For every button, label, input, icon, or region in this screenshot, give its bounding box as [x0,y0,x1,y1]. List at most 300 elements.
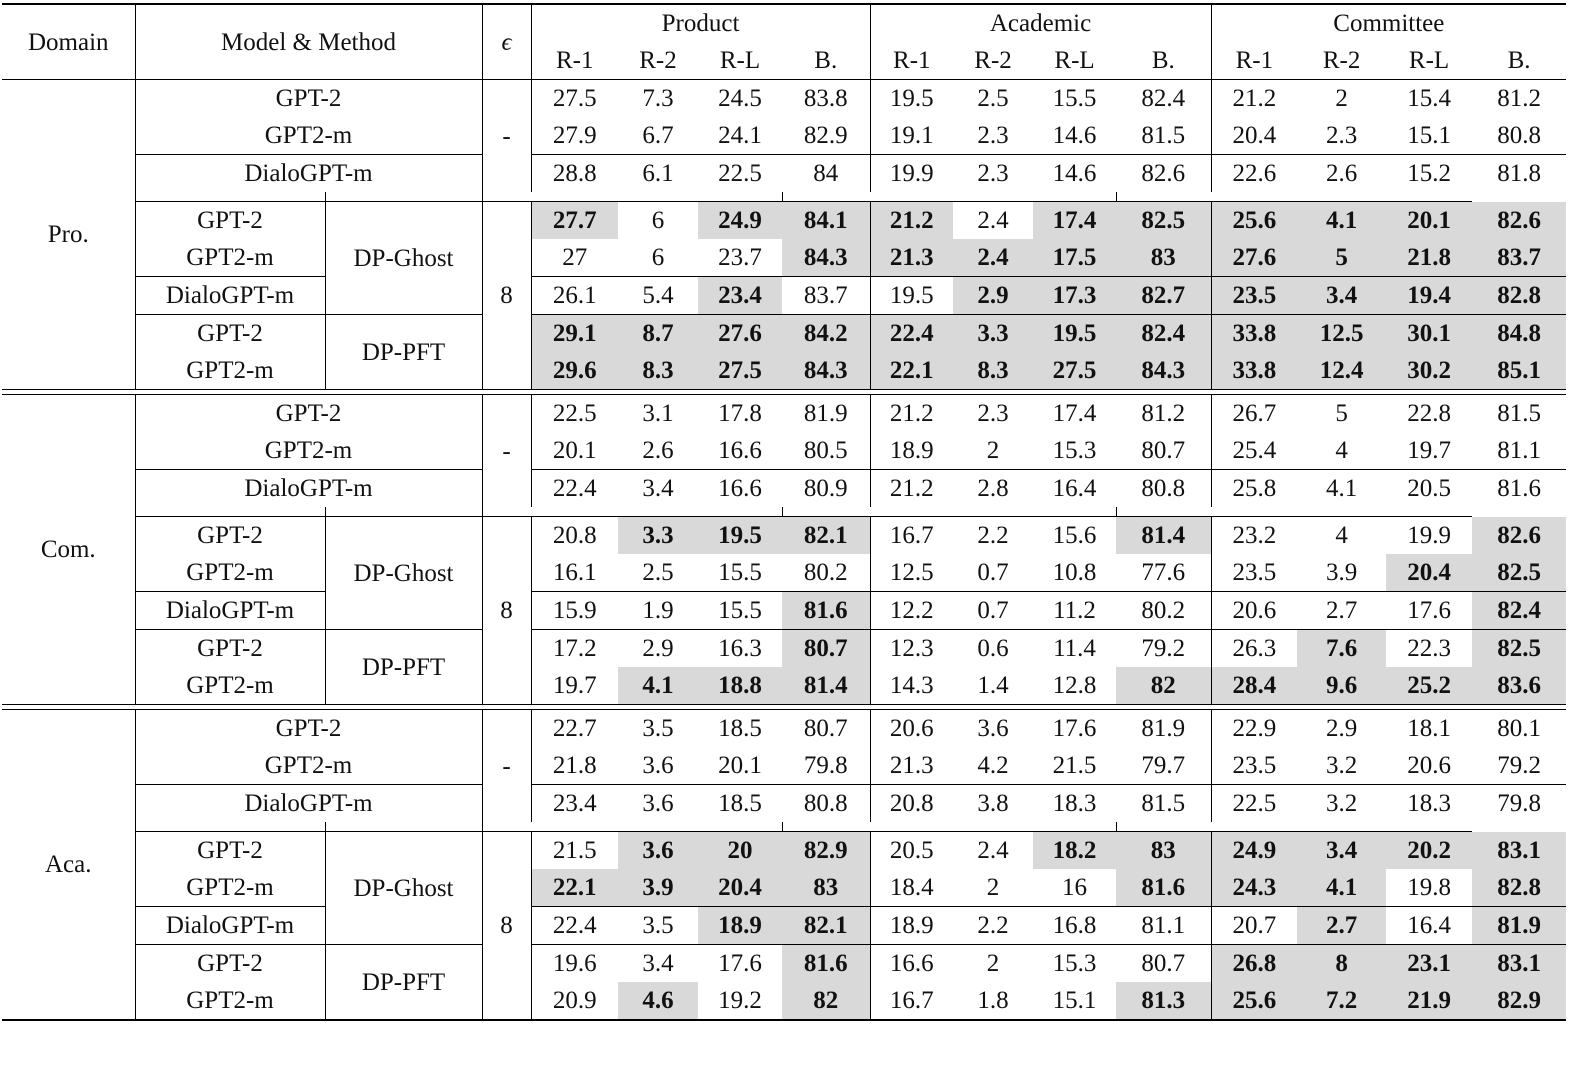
spacer-cell [1297,822,1386,832]
value-cell: 19.5 [870,277,953,315]
table-row [2,80,1566,118]
value-cell: 3.4 [618,470,698,508]
value-cell: 81.3 [1116,982,1211,1020]
value-cell: 19.7 [552,672,597,699]
value-cell: 83.8 [782,80,870,118]
value-cell: 16.7 [889,522,934,549]
value-cell: 25.6 [1211,202,1297,240]
value-cell: 82.6 [1116,155,1211,193]
value-cell: 82.1 [782,907,870,945]
value-cell: 21.3 [889,752,934,779]
spacer-cell [482,192,531,202]
spacer-cell [698,192,782,202]
value-cell: 81.4 [782,667,870,705]
header-metric: B. [1472,42,1566,80]
value-cell: 18.5 [698,785,782,823]
value-cell: 18.3 [1033,785,1116,823]
value-cell: 4.2 [977,752,1009,779]
value-cell: 4.1 [1297,869,1386,907]
method-label: DP-Ghost [325,202,482,315]
value-cell: 20 [698,832,782,870]
value-cell: 20.4 [1386,554,1472,592]
spacer-cell [782,192,870,202]
value-cell: 84.1 [782,202,870,240]
value-cell: 7.6 [1297,630,1386,668]
value-cell: 24.3 [1211,869,1297,907]
header-metric: R-2 [1297,42,1386,80]
value-cell: 12.5 [1297,315,1386,353]
value-cell: 77.6 [1116,554,1211,592]
value-cell: 25.8 [1211,470,1297,508]
value-cell: 2.2 [977,522,1009,549]
value-cell: 26.7 [1232,400,1277,427]
value-cell: 81.2 [1116,395,1211,433]
value-cell: 3.4 [618,945,698,983]
value-cell: 2.6 [642,437,674,464]
results-table [2,3,1566,1021]
value-cell: 24.5 [718,85,762,112]
value-cell: 16.4 [1386,907,1472,945]
value-cell: 82.4 [1116,315,1211,353]
value-cell: 14.3 [889,672,934,699]
value-cell: 5 [1335,400,1348,427]
value-cell: 19.9 [870,155,953,193]
value-cell: 22.4 [531,907,618,945]
value-cell: 16.6 [870,945,953,983]
value-cell: 20.1 [1386,202,1472,240]
value-cell: 79.8 [782,747,870,785]
value-cell: 19.7 [1407,437,1451,464]
value-cell: 19.2 [698,982,782,1020]
value-cell: 82.7 [1116,277,1211,315]
value-cell: 27.9 [552,122,597,149]
value-cell: 11.4 [1033,630,1116,668]
value-cell: 82.6 [1472,517,1566,555]
value-cell: 1.4 [977,672,1009,699]
value-cell: 4.1 [1297,202,1386,240]
model-label: GPT2-m [135,432,482,470]
value-cell: 20.8 [552,522,597,549]
value-cell: 2.9 [618,630,698,668]
value-cell: 4.1 [618,667,698,705]
table-row [2,747,1566,785]
value-cell: 0.7 [953,592,1033,630]
value-cell: 81.6 [1116,869,1211,907]
value-cell: 6 [651,244,665,271]
table-row [2,117,1566,155]
value-cell: 23.4 [531,785,618,823]
value-cell: 3.5 [618,907,698,945]
epsilon-value: 8 [482,832,531,1021]
value-cell: 5.4 [618,277,698,315]
spacer-cell [325,822,482,832]
value-cell: 2.9 [1325,715,1358,742]
domain-label: Com. [2,395,135,705]
table-row [2,907,1566,945]
header-metric: R-1 [531,42,618,80]
value-cell: 79.2 [1497,752,1541,779]
value-cell: 21.8 [1386,239,1472,277]
value-cell: 33.8 [1211,352,1297,390]
spacer-cell [325,192,482,202]
value-cell: 3.8 [953,785,1033,823]
value-cell: 16.6 [698,470,782,508]
value-cell: 81.4 [1116,517,1211,555]
value-cell: 0.6 [953,630,1033,668]
value-cell: 29.6 [531,352,618,390]
value-cell: 3.6 [618,832,698,870]
value-cell: 85.1 [1472,352,1566,390]
value-cell: 82.4 [1116,80,1211,118]
model-label: GPT2-m [135,869,325,907]
value-cell: 16.8 [1033,907,1116,945]
epsilon-value: 8 [482,202,531,390]
value-cell: 2.9 [953,277,1033,315]
value-cell: 82.9 [782,832,870,870]
table-row [2,710,1566,748]
value-cell: 19.5 [889,85,934,112]
value-cell: 82.4 [1472,592,1566,630]
model-label: DialoGPT-m [135,785,482,823]
value-cell: 18.9 [870,907,953,945]
value-cell: 18.3 [1386,785,1472,823]
value-cell: 22.1 [870,352,953,390]
value-cell: 84 [782,155,870,193]
header-metric: R-2 [618,42,698,80]
model-label: GPT2-m [135,239,325,277]
value-cell: 10.8 [1052,559,1097,586]
value-cell: 80.8 [782,785,870,823]
value-cell: 21.2 [889,400,934,427]
spacer-cell [953,192,1033,202]
value-cell: 27.5 [1033,352,1116,390]
value-cell: 81.6 [782,592,870,630]
value-cell: 80.7 [1116,432,1211,470]
value-cell: 82 [782,982,870,1020]
value-cell: 2 [986,437,1000,464]
table-row [2,945,1566,983]
table-row [2,470,1566,508]
spacer-cell [953,507,1033,517]
table-row [2,432,1566,470]
spacer-cell [1211,507,1297,517]
model-label: GPT-2 [135,80,482,118]
value-cell: 79.2 [1116,630,1211,668]
spacer-cell [531,192,618,202]
spacer-cell [618,192,698,202]
value-cell: 33.8 [1211,315,1297,353]
model-label: GPT2-m [135,352,325,390]
value-cell: 22.5 [698,155,782,193]
value-cell: 23.4 [698,277,782,315]
value-cell: 15.1 [1033,982,1116,1020]
value-cell: 84.8 [1472,315,1566,353]
method-label: DP-Ghost [325,517,482,630]
value-cell: 3.4 [1297,277,1386,315]
value-cell: 79.8 [1472,785,1566,823]
value-cell: 24.9 [1211,832,1297,870]
value-cell: 16.1 [552,559,597,586]
value-cell: 28.8 [531,155,618,193]
value-cell: 19.1 [889,122,934,149]
value-cell: 2.3 [977,122,1009,149]
value-cell: 8.7 [618,315,698,353]
value-cell: 2.7 [1297,907,1386,945]
method-label: DP-PFT [325,945,482,1021]
epsilon-value: - [482,710,531,823]
header-metric: R-L [698,42,782,80]
value-cell: 23.5 [1211,277,1297,315]
value-cell: 6 [651,207,665,234]
value-cell: 15.3 [1033,945,1116,983]
table-row [2,832,1566,870]
header-domain: Domain [2,4,135,80]
header-epsilon: ϵ [482,4,531,80]
value-cell: 82 [1116,667,1211,705]
model-label: GPT-2 [135,945,325,983]
value-cell: 20.6 [1211,592,1297,630]
value-cell: 23.7 [718,244,762,271]
model-label: DialoGPT-m [135,470,482,508]
value-cell: 80.2 [1116,592,1211,630]
value-cell: 4.6 [618,982,698,1020]
value-cell: 30.1 [1386,315,1472,353]
value-cell: 83.1 [1472,832,1566,870]
value-cell: 82.9 [1472,982,1566,1020]
value-cell: 2.5 [977,85,1009,112]
spacer-cell [1116,507,1211,517]
value-cell: 8 [1297,945,1386,983]
model-label: GPT-2 [135,630,325,668]
value-cell: 18.2 [1033,832,1116,870]
table-row [2,592,1566,630]
value-cell: 3.6 [618,785,698,823]
value-cell: 12.4 [1297,352,1386,390]
value-cell: 2.6 [1297,155,1386,193]
value-cell: 23.1 [1386,945,1472,983]
value-cell: 2.3 [1325,122,1358,149]
value-cell: 81.2 [1497,85,1541,112]
value-cell: 23.5 [1232,559,1277,586]
domain-label: Aca. [2,710,135,1021]
value-cell: 25.2 [1386,667,1472,705]
spacer-cell [482,507,531,517]
value-cell: 80.8 [1497,122,1541,149]
value-cell: 30.2 [1386,352,1472,390]
value-cell: 22.7 [552,715,597,742]
value-cell: 84.3 [1116,352,1211,390]
value-cell: 15.3 [1052,437,1097,464]
model-label: DialoGPT-m [135,592,325,630]
spacer-cell [1297,507,1386,517]
value-cell: 2.7 [1297,592,1386,630]
model-label: GPT-2 [135,395,482,433]
header-model-method: Model & Method [135,4,482,80]
value-cell: 24.1 [718,122,762,149]
model-label: GPT2-m [135,982,325,1020]
value-cell: 25.4 [1232,437,1277,464]
value-cell: 19.9 [1407,522,1451,549]
value-cell: 2.8 [953,470,1033,508]
value-cell: 83.7 [782,277,870,315]
value-cell: 82.5 [1116,202,1211,240]
value-cell: 20.7 [1211,907,1297,945]
value-cell: 82.8 [1472,869,1566,907]
spacer-cell [1116,822,1211,832]
value-cell: 23.2 [1232,522,1277,549]
value-cell: 16.6 [718,437,762,464]
header-metric: B. [782,42,870,80]
value-cell: 6.1 [618,155,698,193]
value-cell: 4 [1335,522,1348,549]
value-cell: 6.7 [642,122,674,149]
value-cell: 22.1 [531,869,618,907]
value-cell: 27 [562,244,588,271]
value-cell: 20.1 [718,752,762,779]
spacer-cell [482,822,531,832]
table-row [2,277,1566,315]
value-cell: 5 [1297,239,1386,277]
value-cell: 0.7 [977,559,1009,586]
value-cell: 83 [1116,239,1211,277]
header-metric: R-1 [1211,42,1297,80]
table-row [2,352,1566,390]
value-cell: 17.8 [718,400,762,427]
value-cell: 80.7 [782,630,870,668]
value-cell: 82.1 [782,517,870,555]
spacer-cell [782,507,870,517]
value-cell: 4.1 [1297,470,1386,508]
value-cell: 80.1 [1497,715,1541,742]
value-cell: 81.6 [1472,470,1566,508]
value-cell: 1.8 [953,982,1033,1020]
method-label: DP-Ghost [325,832,482,945]
value-cell: 3.2 [1297,785,1386,823]
epsilon-value: - [482,395,531,508]
value-cell: 2.5 [642,559,674,586]
value-cell: 21.2 [870,202,953,240]
model-label: DialoGPT-m [135,277,325,315]
value-cell: 3.2 [1325,752,1358,779]
value-cell: 80.7 [782,710,870,748]
model-label: GPT2-m [135,117,482,155]
method-label: DP-PFT [325,630,482,705]
value-cell: 82.9 [782,117,870,155]
value-cell: 83 [1116,832,1211,870]
value-cell: 7.2 [1297,982,1386,1020]
value-cell: 22.6 [1211,155,1297,193]
value-cell: 3.5 [642,715,674,742]
value-cell: 21.2 [870,470,953,508]
spacer-cell [1116,192,1211,202]
value-cell: 15.9 [531,592,618,630]
spacer-cell [1386,507,1472,517]
value-cell: 80.5 [782,432,870,470]
spacer-cell [531,507,618,517]
value-cell: 19.4 [1386,277,1472,315]
value-cell: 81.9 [782,395,870,433]
value-cell: 20.8 [870,785,953,823]
value-cell: 17.3 [1033,277,1116,315]
value-cell: 21.2 [1232,85,1277,112]
value-cell: 22.4 [531,470,618,508]
value-cell: 2.3 [977,400,1009,427]
value-cell: 20.9 [531,982,618,1020]
value-cell: 27.5 [698,352,782,390]
spacer-cell [1386,192,1472,202]
value-cell: 83.7 [1472,239,1566,277]
value-cell: 21.5 [552,837,597,864]
value-cell: 18.8 [698,667,782,705]
value-cell: 26.1 [531,277,618,315]
model-label: DialoGPT-m [135,155,482,193]
value-cell: 15.1 [1407,122,1451,149]
value-cell: 8.3 [618,352,698,390]
value-cell: 17.5 [1033,239,1116,277]
epsilon-value: 8 [482,517,531,705]
value-cell: 16.4 [1033,470,1116,508]
value-cell: 80.2 [782,554,870,592]
table-row [2,630,1566,668]
value-cell: 83 [782,869,870,907]
value-cell: 20.5 [889,837,934,864]
model-label: GPT-2 [135,517,325,555]
value-cell: 81.6 [782,945,870,983]
value-cell: 15.4 [1407,85,1451,112]
value-cell: 18.5 [718,715,762,742]
value-cell: 3.9 [618,869,698,907]
value-cell: 16.7 [870,982,953,1020]
spacer-cell [870,192,953,202]
spacer-cell [953,822,1033,832]
value-cell: 12.5 [889,559,934,586]
value-cell: 22.4 [870,315,953,353]
value-cell: 15.5 [718,559,762,586]
value-cell: 20.4 [1232,122,1277,149]
model-label: GPT-2 [135,832,325,870]
spacer-cell [1033,192,1116,202]
value-cell: 2.2 [953,907,1033,945]
header-metric: R-2 [953,42,1033,80]
header-metric: B. [1116,42,1211,80]
value-cell: 20.6 [889,715,934,742]
value-cell: 11.2 [1033,592,1116,630]
value-cell: 81.1 [1116,907,1211,945]
spacer-cell [698,507,782,517]
value-cell: 79.7 [1116,747,1211,785]
value-cell: 18.9 [698,907,782,945]
value-cell: 2.4 [977,207,1009,234]
value-cell: 27.7 [531,202,618,240]
epsilon-value: - [482,80,531,193]
value-cell: 3.6 [977,715,1009,742]
spacer-cell [1033,822,1116,832]
value-cell: 18.4 [889,874,934,901]
value-cell: 12.3 [870,630,953,668]
value-cell: 22.5 [552,400,597,427]
spacer-cell [870,507,953,517]
model-label: GPT2-m [135,667,325,705]
value-cell: 15.2 [1386,155,1472,193]
value-cell: 27.5 [552,85,597,112]
table-row [2,517,1566,555]
value-cell: 2 [953,945,1033,983]
value-cell: 16.3 [698,630,782,668]
value-cell: 27.6 [698,315,782,353]
table-row [2,785,1566,823]
table-row [2,667,1566,705]
value-cell: 14.6 [1033,155,1116,193]
